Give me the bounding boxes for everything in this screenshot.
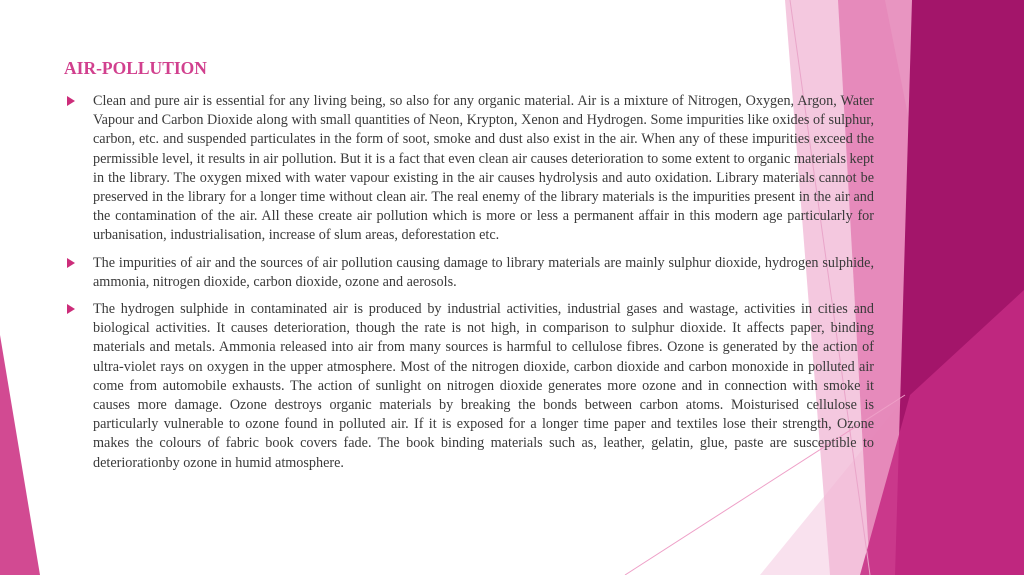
bullet-text: Clean and pure air is essential for any living being, so also for any organic material. Air is a mixture of Nitrogen, Oxygen, Argon, Water Vapour and Carbon Dioxide along with small quantities of Neon, Krypton, Xenon and Hydrogen. Some impurities like oxides of sulphur, carbon, etc. and suspended particulates in the form of soot, smoke and dust also exist in the air. When any of these impurities exceed the permissible level, it results in air pollution. But it is a fact that even clean air causes deterioration to some extent to organic materials kept in the library. The oxygen mixed with water vapour existing in the air causes hydrolysis and auto oxidation. Library materials cannot be preserved in the library for a longer time without clean air. The real enemy of the library materials is the impurities present in the air and the contamination of the air. All these create air pollution which is more or less a permanent affair in this modern age particularly for urbanisation, industrialisation, increase of slum areas, deforestation etc. xyxy=(93,93,874,244)
deco-left-triangle xyxy=(0,335,40,575)
triangle-bullet-icon xyxy=(67,304,75,314)
bullet-item xyxy=(64,300,874,473)
triangle-bullet-icon xyxy=(67,258,75,268)
slide-title: AIR-POLLUTION xyxy=(64,58,207,78)
triangle-bullet-icon xyxy=(67,96,75,106)
bullet-text: The impurities of air and the sources of air pollution causing damage to library materials are mainly sulphur dioxide, hydrogen sulphide, ammonia, nitrogen dioxide, carbon dioxide, ozone and aerosols. xyxy=(93,254,874,290)
bullet-text: The hydrogen sulphide in contaminated air is produced by industrial activities, industrial gases and wastage, activities in cities and biological activities. It causes deterioration, though the rate is not high, in comparison to sulphur dioxide. It affects paper, binding materials and metals. Ammonia released into air from many sources is harmful to cellulose fibres. Ozone is generated by the action of ultra-violet rays on oxygen in the upper atmosphere. Most of the nitrogen dioxide, carbon dioxide and carbon monoxide in polluted air come from automobile exhausts. The action of sunlight on nitrogen dioxide generates more ozone and in connection with smoke it causes more damage. Ozone destroys organic materials by breaking the bonds between carbon atoms. Moisturised cellulose is particularly vulnerable to ozone found in polluted air. If it is exposed for a longer time paper and textiles lose their strength, Ozone makes the colours of fabric book covers fade. The book binding materials such as, leather, gelatin, glue, paste are susceptible to deteriorationby ozone in humid atmosphere. xyxy=(93,301,874,471)
bullet-item xyxy=(64,92,874,246)
bullet-list xyxy=(64,92,874,481)
bullet-item xyxy=(64,254,874,292)
